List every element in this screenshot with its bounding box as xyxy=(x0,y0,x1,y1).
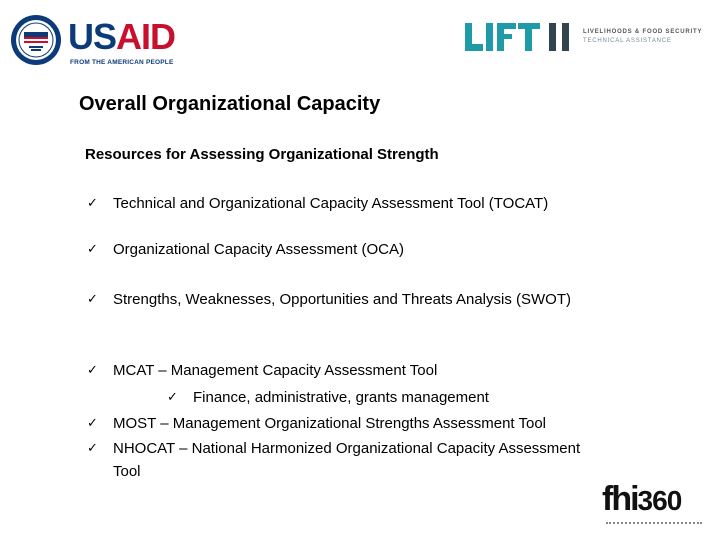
usaid-tagline: FROM THE AMERICAN PEOPLE xyxy=(70,59,174,66)
fhi360-tagline xyxy=(606,522,702,528)
usaid-logo xyxy=(10,14,180,76)
fhi360-logo: fhi360 xyxy=(602,482,714,530)
checkmark-icon: ✓ xyxy=(87,416,98,431)
section-subtitle: Resources for Assessing Organizational Strength xyxy=(85,146,439,163)
checkmark-icon: ✓ xyxy=(87,242,98,257)
lift-logo xyxy=(463,19,713,59)
lift-tagline-line2: TECHNICAL ASSISTANCE xyxy=(583,38,672,44)
list-item-tocat: ✓ Technical and Organizational Capacity Assessment Tool (TOCAT) xyxy=(87,192,548,215)
list-item-most: ✓ MOST – Management Organizational Strengths Assessment Tool xyxy=(87,412,546,435)
checkmark-icon: ✓ xyxy=(87,196,98,211)
checkmark-icon: ✓ xyxy=(167,390,178,405)
lift-tagline-line1: LIVELIHOODS & FOOD SECURITY xyxy=(583,29,703,35)
checkmark-icon: ✓ xyxy=(87,363,98,378)
list-item-oca: ✓ Organizational Capacity Assessment (OCA) xyxy=(87,238,404,261)
usaid-wordmark: USAID xyxy=(68,16,176,57)
usaid-seal-icon xyxy=(10,14,62,66)
checkmark-icon: ✓ xyxy=(87,441,98,456)
checkmark-icon: ✓ xyxy=(87,292,98,307)
list-item-nhocat: ✓ NHOCAT – National Harmonized Organizational Capacity Assessment Tool xyxy=(87,437,583,483)
list-item-swot: ✓ Strengths, Weaknesses, Opportunities and Threats Analysis (SWOT) xyxy=(87,288,633,311)
page-title: Overall Organizational Capacity xyxy=(79,93,381,115)
list-subitem-finance: ✓ Finance, administrative, grants management xyxy=(167,386,489,409)
lift-ii-logo-icon xyxy=(463,19,575,55)
list-item-mcat: ✓ MCAT – Management Capacity Assessment Tool xyxy=(87,359,437,382)
